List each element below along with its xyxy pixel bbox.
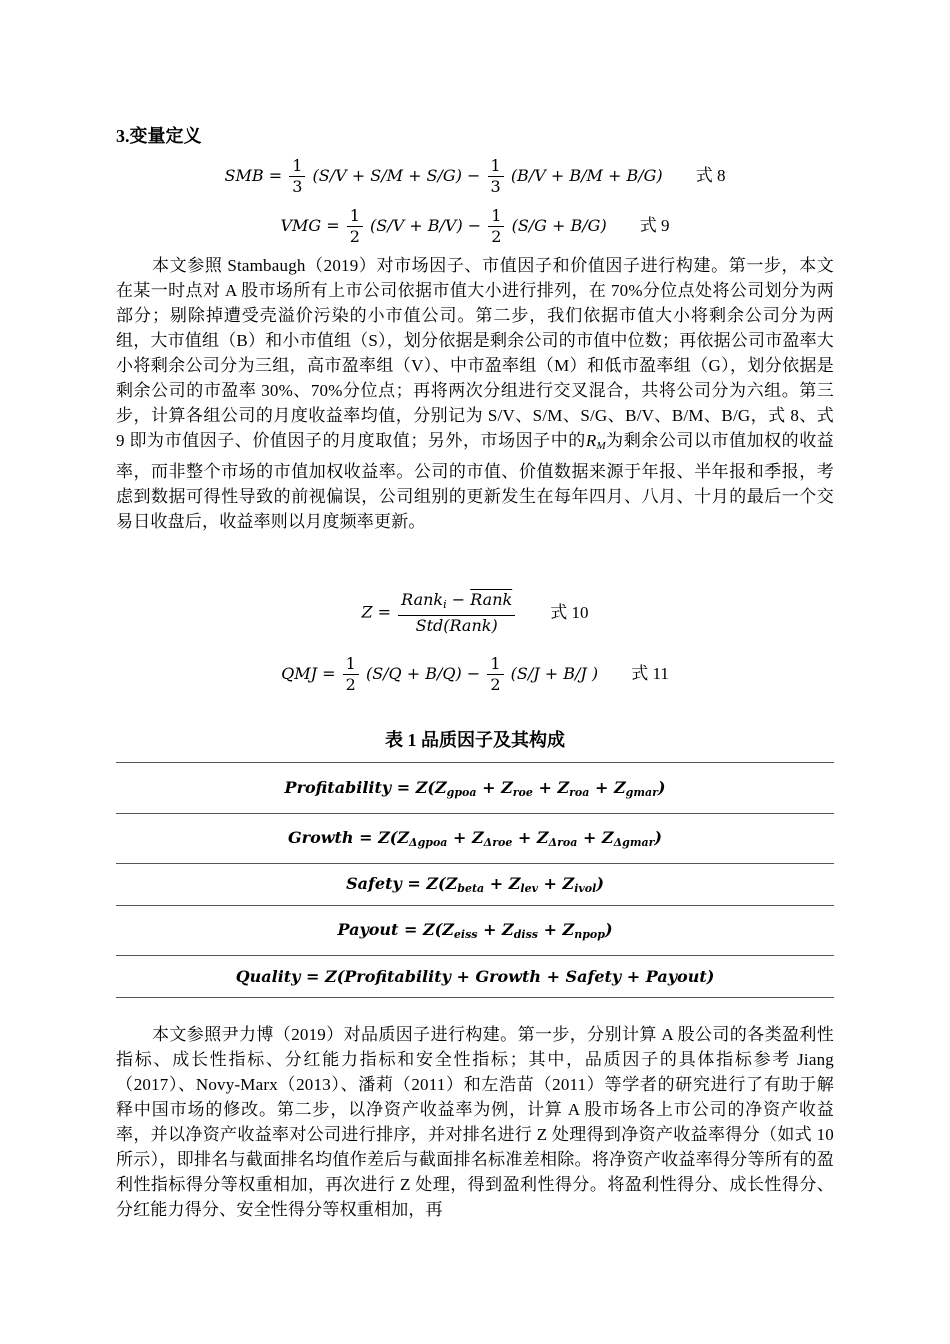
table-row [116,956,834,998]
equation-8: SMB = $\frac{1}{3}$ (S/V + S/M + S/G) − $\frac{1}{3}$ (B/V + B/M + B/G) 式 8 [224,156,726,196]
table-row [116,864,834,906]
eq10-den: Std(Rank) [415,616,498,635]
section-title: 3.变量定义 [116,126,202,146]
eq8-group1: (S/V + S/M + S/G) [312,166,462,185]
eq11-group2: (S/J + B/J ) [510,664,599,683]
paragraph-quality-construction: 本文参照尹力博（2019）对品质因子进行构建。第一步，分别计算 A 股公司的各类盈利性指标、成长性指标、分红能力指标和安全性指标；其中，品质因子的具体指标参考 Jiang（2017）、Novy-Marx（2013）、潘莉（2011）和左浩苗（2011）等学者的研究进行了有助于解释中国市场的修改。第二步，以净资产收益率为例，计算 A 股市场各上市公司的净资产收益率，并以净资产收益率对公司进行排序，并对排名进行 Z 处理得到净资产收益率得分（如式 10 所示），即排名与截面排名均值作差后与截面排名标准差相除。将净资产收益率得分等所有的盈利性指标得分等权重相加，再次进行 Z 处理，得到盈利性得分。将盈利性得分、成长性得分、分红能力得分、安全性得分等权重相加，再 [116,1025,834,1219]
eq8-frac2-num: 1 [488,156,504,177]
para1-rm: R [585,431,597,450]
para1-rm-sub: M [596,440,606,452]
para1-part1: 本文参照 Stambaugh（2019）对市场因子、市值因子和价值因子进行构建。第一步，本文在某一时点对 A 股市场所有上市公司依据市值大小进行排列，在 70%分位点处将公司划分为两部分；剔除掉遭受壳溢价污染的小市值公司。第二步，我们依据市值大小将剩余公司分为两组，大市值组（B）和小市值组（S），划分依据是剩余公司的市值中位数；再依据公司市盈率大小将剩余公司分为三组，高市盈率组（V）、中市盈率组（M）和低市盈率组（G），划分依据是剩余公司的市盈率 30%、70%分位点；再将两次分组进行交叉混合，共将公司分为六组。第三步，计算各组公司的月度收益率均值，分别记为 S/V、S/M、S/G、B/V、B/M、B/G，式 8、式 9 即为市值因子、价值因子的月度取值；另外，市场因子中的 [116,256,834,450]
eq9-frac2-den: 2 [491,227,502,246]
table-caption: 表 1 品质因子及其构成 [385,730,565,750]
table-cell-quality: Quality = Z(Profitability + Growth + Safety + Payout) [116,956,834,998]
eq11-group1: (S/Q + B/Q) [365,664,462,683]
table-row [116,763,834,814]
eq9-frac1-num: 1 [347,206,363,227]
table-cell-payout: Payout = $Z(Z_{eiss} + Z_{diss} + Z_{npop})$ [116,906,834,956]
para1-part2: 为剩余公司以市值加权的收益率，而非整个市场的市值加权收益率。公司的市值、价值数据来源于年报、半年报和季报，考虑到数据可得性导致的前视偏误，公司组别的更新发生在每年四月、八月、十月的最后一个交易日收盘后，收益率则以月度频率更新。 [116,431,834,531]
table-row [116,814,834,864]
eq9-group1: (S/V + B/V) [370,216,463,235]
eq10-num-a-sub: i [443,598,447,611]
eq8-frac2-den: 3 [490,177,501,196]
table-cell-growth: Growth = $Z(Z_{\Delta gpoa} + Z_{\Delta roe} + Z_{\Delta roa} + Z_{\Delta gmar})$ [116,814,834,864]
eq10-lhs: Z [361,602,373,622]
eq9-group2: (S/G + B/G) [511,216,607,235]
table-row [116,906,834,956]
eq8-group2: (B/V + B/M + B/G) [510,166,663,185]
eq8-label: 式 8 [695,166,726,185]
eq10-num-a: Rank [401,590,444,609]
equation-11: QMJ = $\frac{1}{2}$ (S/Q + B/Q) − $\frac{1}{2}$ (S/J + B/J ) 式 11 [281,654,669,694]
table-cell-profitability: Profitability = $Z(Z_{gpoa} + Z_{roe} + Z_{roa} + Z_{gmar})$ [116,763,834,814]
eq11-frac1-den: 2 [345,675,356,694]
eq9-lhs: VMG [280,216,322,235]
eq11-frac1-num: 1 [343,654,359,675]
eq8-frac1-num: 1 [289,156,305,177]
eq11-label: 式 11 [631,664,669,683]
eq10-label: 式 10 [550,602,589,622]
paragraph-stambaugh [116,253,834,534]
eq11-lhs: QMJ [281,664,318,683]
equation-10: Z = $\frac{Rank_i - Rank}{\text{Std(Rank)}}$ 式 10 [361,590,589,635]
table-cell-safety: Safety = $Z(Z_{beta} + Z_{lev} + Z_{ivol})$ [116,864,834,906]
eq10-num-b: Rank [470,590,513,609]
eq11-frac2-num: 1 [487,654,503,675]
quality-factor-table [116,762,834,998]
eq9-label: 式 9 [639,216,670,235]
eq8-lhs: SMB [224,166,264,185]
eq11-frac2-den: 2 [490,675,501,694]
eq8-frac1-den: 3 [292,177,303,196]
eq9-frac1-den: 2 [349,227,360,246]
equation-9: VMG = $\frac{1}{2}$ (S/V + B/V) − $\frac{1}{2}$ (S/G + B/G) 式 9 [280,206,670,246]
eq9-frac2-num: 1 [488,206,504,227]
